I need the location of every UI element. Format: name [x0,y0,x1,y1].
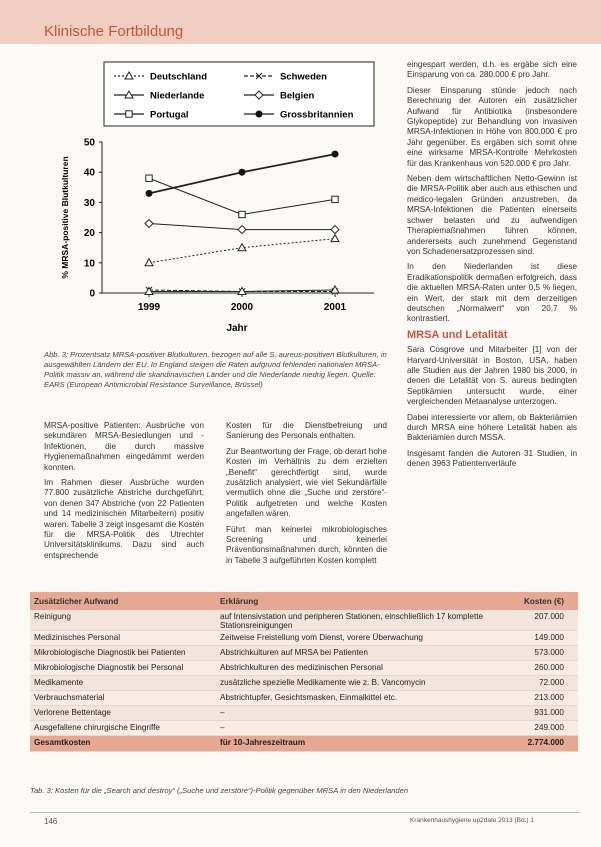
legend-marker [126,111,132,117]
data-point [239,169,246,176]
table-cell: auf Intensivstation und peripheren Stationen, einschließlich 17 komplette Stationsreinigungen [220,612,484,630]
table-cell: für 10-Jahreszeitraum [220,738,306,747]
table-header-cell: Erklärung [220,596,259,606]
table-row [30,691,578,706]
table-cell: 2.774.000 [527,738,564,747]
figure-caption: Abb. 3: Prozentsatz MRSA-positiver Blutkulturen, bezogen auf alle S. aureus-positiven Blutkulturen, in ausgewählten Ländern der EU. In England steigen die Raten aufgrund fehlenden nationalen MRSA-Politik massiv an, während die skandinavischen Länder und die Niederlande niedrig liegen. Quelle: EARS (European Antimicrobial Resistance Surveillance, Brüssel) [44,350,387,389]
right-column [407,60,577,475]
paragraph: MRSA-positive Patienten: Ausbrüche von sekundären MRSA-Besiedlungen und -Infektionen, die durch massive Hygienemaßnahmen eingedämmt werden konnten. [44,421,204,472]
paragraph: In den Niederlanden ist diese Eradikationspolitik dermaßen erfolgreich, dass die aktuellen MRSA-Raten unter 0,5 % liegen, ein Wert, der stark mit dem derzeitigen deutschen „Normalwert“ von 20,7 % kontrastiert. [407,262,577,324]
y-tick-label: 10 [83,258,95,270]
paragraph: Dieser Einsparung stünde jedoch nach Berechnung der Autoren ein zusätzlicher Aufwand für Antibiotika (insbesondere Glykopeptide) zur Behandlung von invasiven MRSA-Infektionen in Höhe von 800.000 € pro Jahr gegenüber. Es ergäben sich somit ohne eine wirksame MRSA-Kontrolle Mehrkosten für das Krankenhaus von 520.000 € pro Jahr. [407,85,577,168]
journal-name: Krankenhaushygiene up2date 2013 (Bd.) 1 [410,817,534,824]
data-point [331,226,339,234]
legend-label: Grossbritannien [280,109,354,121]
page-number: 146 [44,817,58,826]
table-cell: Abstrichtupfer, Gesichtsmasken, Einmalkittel etc. [220,693,398,702]
y-tick-label: 40 [83,167,95,179]
legend-label: Deutschland [150,71,208,83]
legend-label: Belgien [280,90,315,102]
table-cell: 213.000 [534,693,564,702]
y-tick-label: 50 [83,137,95,149]
legend-label: Portugal [150,109,189,121]
left-column [44,421,204,566]
y-axis-label: % MRSA-positive Blutkulturen [60,156,70,279]
section-heading: MRSA und Letalität [407,328,508,341]
line-chart [44,60,389,342]
x-tick-label: 2001 [323,302,347,313]
table-cell: 207.000 [534,612,564,621]
middle-column [226,421,387,571]
x-tick-label: 1999 [137,302,161,313]
table-cell: Verlorene Bettentage [34,708,111,717]
x-tick-label: 2000 [230,302,254,313]
x-axis-label: Jahr [226,323,248,334]
table-cell: Mikrobiologische Diagnostik bei Patienten [34,648,186,657]
data-point [331,286,339,293]
data-point [145,287,153,294]
data-point [332,151,339,158]
table-row [30,721,578,736]
legend-label: Schweden [280,71,327,83]
table-row [30,661,578,676]
page-header [0,0,601,44]
table-caption: Tab. 3: Kosten für die „Search and destroy“ („Suche und zerstöre“)-Politik gegenüber MRSA in den Niederlanden [30,786,409,795]
table-cell: zusätzliche spezielle Medikamente wie z. B. Vancomycin [220,678,426,687]
table-header [30,592,578,610]
table-header-cell: Kosten (€) [523,596,564,606]
footer-divider [30,812,580,813]
paragraph: Kosten für die Dienstbefreiung und Sanierung des Personals enthalten. [226,421,387,441]
table-row [30,646,578,661]
paragraph: Neben dem wirtschaftlichen Netto-Gewinn ist die MRSA-Politik aber auch aus ethischen und medico-legalen Gründen anzustreben, da MRSA-Infektionen die Patienten einerseits schwer belasten und zu aufwendigen Therapiemaßnahmen führen können, andererseits auch zunehmend Gegenstand von Schadenersatzprozessen sind. [407,174,577,256]
data-point [145,259,153,266]
table-cell: 931.000 [534,708,564,717]
paragraph: Zur Beantwortung der Frage, ob derart hohe Kosten im Verhältnis zu dem erzielten „Benefit“ gerechtfertigt sind, wurde zusätzlich analysiert, wie viel Sekundärfälle vermutlich ohne die „Suche und zerstöre“-Politik aufgetreten und welche Kosten angefallen wären. [226,446,387,519]
legend-marker [256,111,263,118]
data-point [239,211,245,217]
table-total-row [30,736,578,752]
table-header-cell: Zusätzlicher Aufwand [34,596,119,606]
table-row [30,610,578,631]
y-tick-label: 30 [83,197,95,209]
legend-label: Niederlande [150,90,205,102]
table-cell: Mikrobiologische Diagnostik bei Personal [34,663,184,672]
table-row [30,631,578,646]
table-cell: 149.000 [534,633,564,642]
table-row [30,676,578,691]
table-row [30,706,578,721]
table-cell: Medikamente [34,678,84,687]
y-tick-label: 20 [83,228,95,240]
data-point [331,235,339,242]
paragraph: Im Rahmen dieser Ausbrüche wurden 77.800 zusätzliche Abstriche durchgeführt, von denen 347 Abstriche (von 22 Patienten und 14 medizinischen Mitarbeitern) positiv waren. Tabelle 3 zeigt insgesamt die Kosten für die MRSA-Politik des Utrechter Universitätsklinikums. Dazu sind auch entsprechende [44,478,204,560]
table-cell: – [220,723,225,732]
table-cell: 260.000 [534,663,564,672]
table-cell: 72.000 [538,678,564,687]
table-cell: Medizinisches Personal [34,633,121,642]
section-title: Klinische Fortbildung [44,23,184,40]
table-cell: Verbrauchsmaterial [34,693,105,702]
table-cell: 573.000 [534,648,564,657]
table-cell: Ausgefallene chirurgische Eingriffe [34,723,160,732]
data-point [145,220,153,228]
data-point [146,190,153,197]
series-line-portugal [149,178,335,214]
table-cell: Reinigung [34,612,71,621]
y-tick-label: 0 [89,288,95,300]
table-cell: Abstrichkulturen des medizinischen Personal [220,663,383,672]
data-point [238,226,246,234]
paragraph: eingespart werden, d.h. es ergäbe sich eine Einsparung von ca. 280.000 € pro Jahr. [407,60,577,80]
table-cell: Gesamtkosten [34,738,91,747]
table-cell: Abstrichkulturen auf MRSA bei Patienten [220,648,368,657]
paragraph: Führt man keinerlei mikrobiologisches Screening und keinerlei Präventionsmaßnahmen durch, könnten die in Tabelle 3 aufgeführten Kosten komplett [226,524,387,565]
data-point [146,175,152,181]
table-cell: Zeitweise Freistellung vom Dienst, vorere Überwachung [220,633,423,642]
paragraph: Dabei interessierte vor allem, ob Bakteriämien durch MRSA eine höhere Letalität haben als Bakteriämien durch MSSA. [407,412,577,443]
table-cell: – [220,708,225,717]
data-point [332,196,338,202]
paragraph: Insgesamt fanden die Autoren 31 Studien, in denen 3963 Patientenverläufe [407,448,577,469]
chart [44,60,389,342]
cost-table [30,592,578,752]
table-body [30,610,578,736]
paragraph: Sara Cosgrove und Mitarbeiter [1] von der Harvard-Universität in Boston, USA, haben alle Studien aus der Jahren 1980 bis 2000, in denen die Letalität von S. aureus bedingten Septikämien untersucht wurde, einer vergleichenden Metaanalyse unterzogen. [407,345,577,407]
table-cell: 249.000 [534,723,564,732]
